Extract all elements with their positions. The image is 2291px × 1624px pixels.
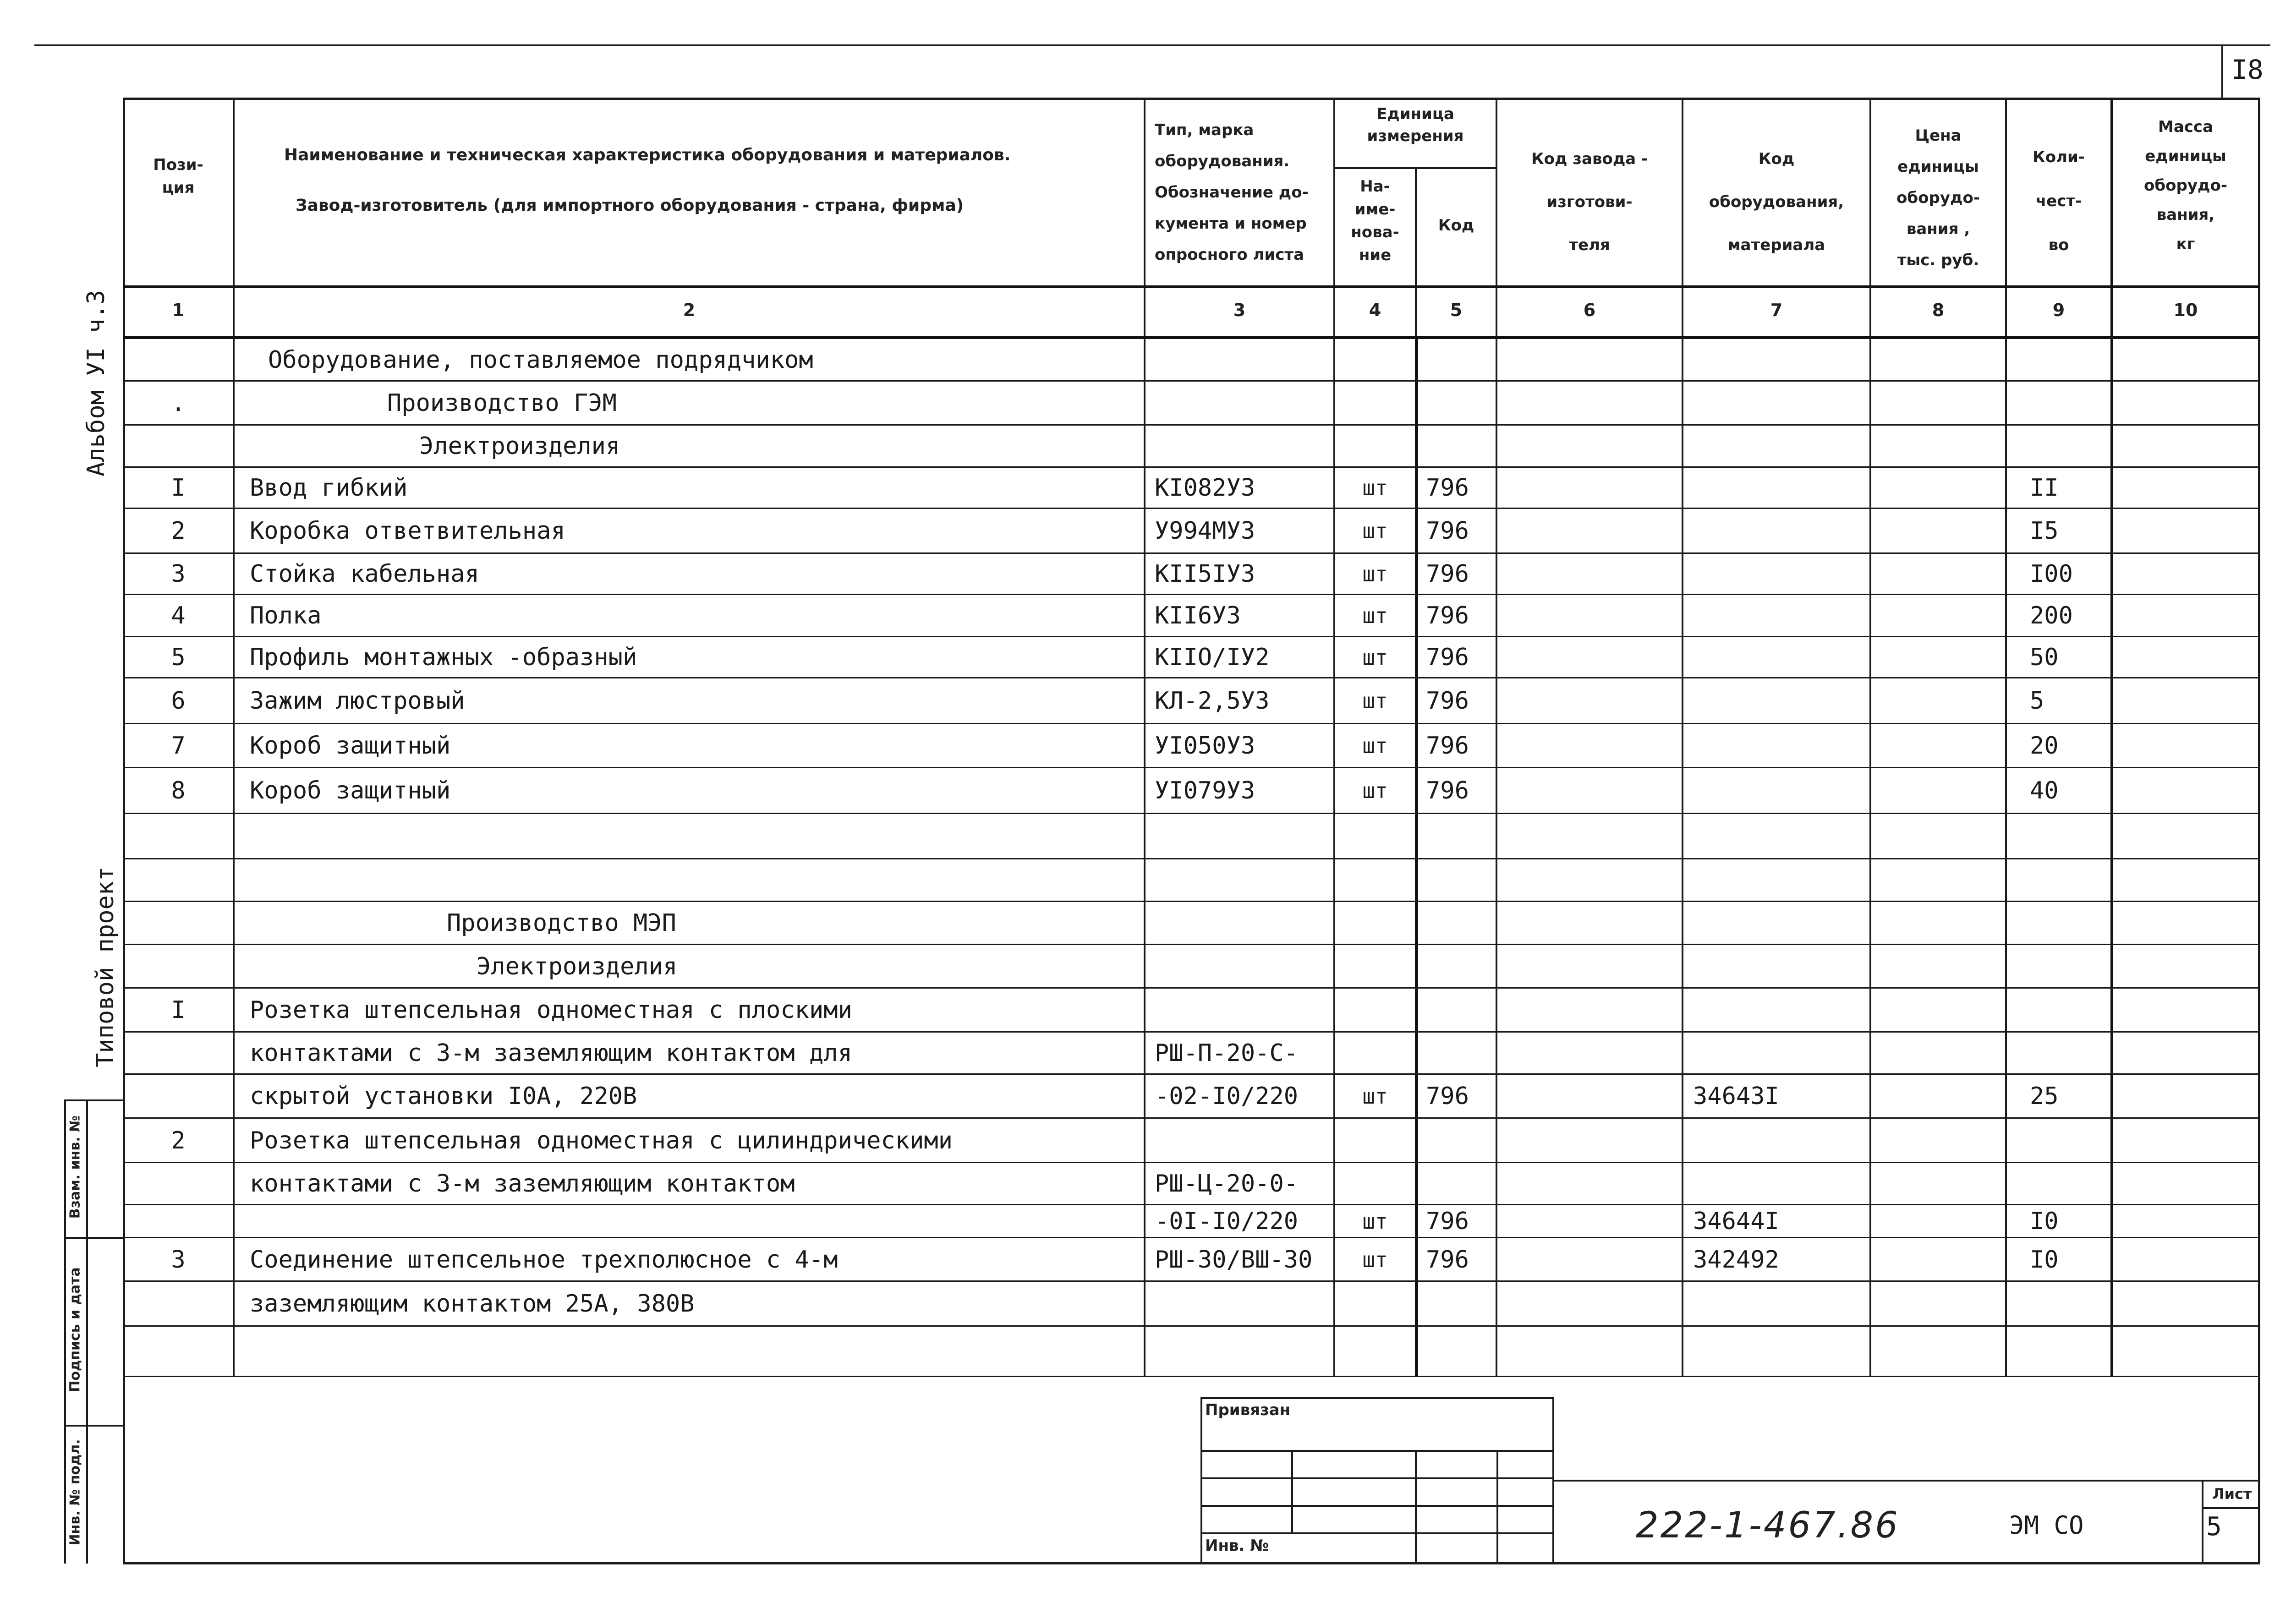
hdr-units-l2: измерения xyxy=(1367,127,1464,145)
hdr-col4-l4: ние xyxy=(1359,246,1392,264)
tb-col-1 xyxy=(1291,1450,1293,1532)
col-line-9 xyxy=(2005,98,2007,1376)
cell-type: РШ-П-20-С- xyxy=(1155,1039,1299,1067)
cell-name: Зажим люстровый xyxy=(250,687,465,715)
cell-unit-code: 796 xyxy=(1426,687,1469,715)
cell-unit-code: 796 xyxy=(1426,560,1469,588)
hdr-col8 xyxy=(1871,120,2005,276)
cell-quantity: I0 xyxy=(2030,1246,2059,1274)
col-line-5 xyxy=(1415,337,1418,1376)
tb-col-3 xyxy=(1496,1450,1498,1563)
row-divider xyxy=(123,944,2260,945)
hdr-col2-line2: Завод-изготовитель (для импортного оборудования - страна, фирма) xyxy=(296,196,964,215)
cell-type: У994МУЗ xyxy=(1155,517,1255,545)
hdr-col10-l3: оборудо- xyxy=(2144,176,2227,195)
hdr-col8-l4: вания , xyxy=(1906,220,1970,238)
cell-material-code: 34643I xyxy=(1693,1083,1779,1110)
hdr-col8-l5: тыс. руб. xyxy=(1897,251,1979,269)
cell-unit-name: шт xyxy=(1362,1209,1388,1234)
cell-quantity: 20 xyxy=(2030,732,2059,760)
sheet-cell-left xyxy=(2202,1480,2203,1563)
stamp-line-3 xyxy=(64,1425,124,1427)
hdr-col6 xyxy=(1497,137,1682,267)
cell-type: КЛ-2,5УЗ xyxy=(1155,687,1270,715)
cell-name: Короб защитный xyxy=(250,777,451,804)
row-divider xyxy=(123,380,2260,382)
hdr-units-l1: Единица xyxy=(1376,105,1454,123)
cell-quantity: 40 xyxy=(2030,777,2059,804)
cell-type: КI082УЗ xyxy=(1155,474,1255,502)
cell-quantity: 25 xyxy=(2030,1083,2059,1110)
side-label-project: Типовой проект xyxy=(92,866,119,1067)
hdr-col6-l3: теля xyxy=(1569,236,1610,254)
cell-unit-name: шт xyxy=(1362,733,1388,758)
hdr-col3-l3: Обозначение до- xyxy=(1155,183,1309,202)
row-divider xyxy=(123,1376,2260,1377)
colnum-7: 7 xyxy=(1770,300,1783,320)
row-divider xyxy=(123,1073,2260,1075)
hdr-col3 xyxy=(1148,115,1338,270)
cell-name: Розетка штепсельная одноместная с цилиндрическими xyxy=(250,1126,953,1154)
hdr-col9 xyxy=(2007,135,2110,267)
colnum-2: 2 xyxy=(683,300,696,320)
hdr-col4 xyxy=(1335,175,1415,267)
row-divider xyxy=(123,987,2260,989)
hdr-col10-l2: единицы xyxy=(2145,147,2226,165)
cell-name: Электроизделия xyxy=(419,432,620,460)
cell-unit-name: шт xyxy=(1362,519,1388,543)
row-divider xyxy=(123,813,2260,814)
hdr-col6-l2: изготови- xyxy=(1546,193,1633,211)
tb-row-3 xyxy=(1200,1505,1553,1507)
stamp-inv-replace: Взам. инв. № xyxy=(67,1115,83,1219)
cell-name: Электроизделия xyxy=(477,952,678,980)
row-divider xyxy=(123,1280,2260,1282)
hdr-col3-l2: оборудования. xyxy=(1155,152,1290,170)
hdr-col7 xyxy=(1683,137,1869,267)
cell-quantity: 200 xyxy=(2030,602,2073,629)
colnum-3: 3 xyxy=(1233,300,1246,320)
units-group-line xyxy=(1333,167,1496,169)
hdr-col10-l5: кг xyxy=(2176,235,2195,253)
cell-type: -02-I0/220 xyxy=(1155,1083,1299,1110)
hdr-col9-l2: чест- xyxy=(2035,192,2082,210)
col-line-7 xyxy=(1682,98,1683,1376)
cell-type: КII5IУЗ xyxy=(1155,560,1255,588)
row-divider xyxy=(123,1162,2260,1163)
number-row-bottom xyxy=(123,336,2260,339)
cell-position: 3 xyxy=(171,1246,186,1274)
hdr-col3-l4: кумента и номер xyxy=(1155,214,1307,233)
cell-type: КII6УЗ xyxy=(1155,602,1241,629)
hdr-col7-l3: материала xyxy=(1727,236,1825,254)
cell-position: I xyxy=(171,474,186,502)
cell-type: РШ-Ц-20-0- xyxy=(1155,1170,1299,1197)
colnum-10: 10 xyxy=(2173,300,2198,320)
stamp-inv-orig: Инв. № подл. xyxy=(67,1439,83,1546)
row-divider xyxy=(123,508,2260,509)
cell-unit-name: шт xyxy=(1362,1247,1388,1272)
cell-unit-code: 796 xyxy=(1426,517,1469,545)
hdr-col4-l1: На- xyxy=(1360,177,1390,196)
colnum-6: 6 xyxy=(1583,300,1596,320)
cell-unit-code: 796 xyxy=(1426,644,1469,671)
stamp-sign-date: Подпись и дата xyxy=(67,1267,83,1392)
frame-right xyxy=(2258,98,2260,1564)
row-divider xyxy=(123,1204,2260,1205)
cell-position: 4 xyxy=(171,602,186,629)
cell-name: Ввод гибкий xyxy=(250,474,408,502)
cell-quantity: 50 xyxy=(2030,644,2059,671)
row-divider xyxy=(123,677,2260,678)
doc-line xyxy=(1552,1480,2260,1482)
cell-unit-code: 796 xyxy=(1426,1246,1469,1274)
cell-type: УI079УЗ xyxy=(1155,777,1255,804)
hdr-col10-l1: Масса xyxy=(2158,118,2214,136)
hdr-col9-l1: Коли- xyxy=(2033,148,2085,166)
cell-position: I xyxy=(171,996,186,1024)
sheet-top-line xyxy=(34,44,2270,46)
cell-unit-code: 796 xyxy=(1426,732,1469,760)
hdr-col4-l3: нова- xyxy=(1351,223,1399,241)
cell-name: Полка xyxy=(250,602,322,629)
sheet-number: 5 xyxy=(2206,1512,2222,1542)
cell-type: КIIО/IУ2 xyxy=(1155,644,1270,671)
cell-position: 3 xyxy=(171,560,186,588)
frame-bottom xyxy=(123,1562,2260,1564)
hdr-col8-l2: единицы xyxy=(1897,158,1979,176)
cell-name: Оборудование, поставляемое подрядчиком xyxy=(268,346,813,374)
stamp-line-1 xyxy=(64,1099,124,1101)
stamp-strip-inner xyxy=(86,1099,88,1564)
row-divider xyxy=(123,1325,2260,1327)
colnum-9: 9 xyxy=(2052,300,2065,320)
cell-name: контактами с З-м заземляющим контактом xyxy=(250,1170,795,1197)
cell-material-code: 34644I xyxy=(1693,1208,1779,1235)
stamp-line-2 xyxy=(64,1237,124,1239)
cell-quantity: I0 xyxy=(2030,1208,2059,1235)
hdr-col1-l1: Пози- xyxy=(153,156,203,174)
hdr-col3-l5: опросного листа xyxy=(1155,246,1304,264)
row-divider xyxy=(123,466,2260,468)
cell-type: УI050УЗ xyxy=(1155,732,1255,760)
col-line-2 xyxy=(1144,98,1146,1376)
colnum-4: 4 xyxy=(1369,300,1381,320)
tb-row-1 xyxy=(1200,1450,1553,1452)
cell-material-code: 342492 xyxy=(1693,1246,1779,1274)
row-divider xyxy=(123,424,2260,426)
cell-name: Производство МЭП xyxy=(447,909,676,937)
cell-name: Производство ГЭМ xyxy=(387,389,617,417)
cell-quantity: I5 xyxy=(2030,517,2059,545)
cell-position: 2 xyxy=(171,517,186,545)
hdr-col3-l1: Тип, марка xyxy=(1155,121,1254,139)
hdr-col2-line1: Наименование и техническая характеристика оборудования и материалов. xyxy=(284,146,1011,164)
col-line-1 xyxy=(233,98,235,1376)
corner-box-left xyxy=(2221,44,2223,98)
tb-privyazan: Привязан xyxy=(1205,1401,1291,1419)
row-divider xyxy=(123,1237,2260,1238)
cell-unit-name: шт xyxy=(1362,1084,1388,1109)
stamp-strip-outer xyxy=(64,1099,66,1564)
hdr-col8-l3: оборудо- xyxy=(1896,189,1980,207)
hdr-col6-l1: Код завода - xyxy=(1531,150,1648,168)
cell-type: РШ-30/ВШ-30 xyxy=(1155,1246,1313,1274)
row-divider xyxy=(123,901,2260,902)
cell-quantity: I00 xyxy=(2030,560,2073,588)
hdr-col8-l1: Цена xyxy=(1915,126,1962,145)
col-line-6 xyxy=(1496,98,1497,1376)
cell-position: . xyxy=(171,389,186,417)
cell-unit-code: 796 xyxy=(1426,602,1469,629)
row-divider xyxy=(123,594,2260,595)
tb-row-4 xyxy=(1200,1532,1553,1534)
tb-top xyxy=(1200,1397,1553,1399)
colnum-8: 8 xyxy=(1932,300,1945,320)
cell-name: Профиль монтажных -образный xyxy=(250,644,637,671)
cell-unit-name: шт xyxy=(1362,645,1388,670)
colnum-5: 5 xyxy=(1450,300,1463,320)
cell-unit-name: шт xyxy=(1362,476,1388,500)
cell-quantity: 5 xyxy=(2030,687,2044,715)
cell-name: контактами с З-м заземляющим контактом для xyxy=(250,1039,852,1067)
cell-unit-name: шт xyxy=(1362,603,1388,628)
cell-unit-code: 796 xyxy=(1426,1083,1469,1110)
cell-position: 8 xyxy=(171,777,186,804)
frame-top xyxy=(123,98,2260,100)
row-divider xyxy=(123,552,2260,554)
tb-row-2 xyxy=(1200,1477,1553,1479)
cell-unit-name: шт xyxy=(1362,689,1388,713)
cell-position: 7 xyxy=(171,732,186,760)
hdr-col4-l2: име- xyxy=(1354,200,1396,219)
cell-name: скрытой установки I0А, 220В xyxy=(250,1083,637,1110)
hdr-col7-l1: Код xyxy=(1758,150,1795,168)
row-divider xyxy=(123,1117,2260,1119)
row-divider xyxy=(123,636,2260,637)
cell-name: Соединение штепсельное трехполюсное с 4-м xyxy=(250,1246,838,1274)
sheet-cell-mid xyxy=(2202,1507,2260,1509)
sheet-label: Лист xyxy=(2212,1485,2252,1503)
header-bottom xyxy=(123,285,2260,288)
cell-name: Стойка кабельная xyxy=(250,560,479,588)
tb-left xyxy=(1200,1397,1202,1563)
cell-name: Короб защитный xyxy=(250,732,451,760)
hdr-col9-l3: во xyxy=(2048,236,2069,254)
cell-name: Розетка штепсельная одноместная с плоскими xyxy=(250,996,852,1024)
col-line-8 xyxy=(1869,98,1871,1376)
cell-unit-code: 796 xyxy=(1426,777,1469,804)
hdr-col10-l4: вания, xyxy=(2156,206,2215,224)
cell-unit-name: шт xyxy=(1362,562,1388,586)
cell-unit-code: 796 xyxy=(1426,1208,1469,1235)
hdr-col1 xyxy=(124,151,233,202)
doc-number: 222-1-467.86 xyxy=(1636,1505,1900,1546)
row-divider xyxy=(123,767,2260,768)
tb-inv-no: Инв. № xyxy=(1205,1537,1269,1555)
cell-type: -0I-I0/220 xyxy=(1155,1208,1299,1235)
cell-name: заземляющим контактом 25А, 380В xyxy=(250,1290,695,1318)
cell-unit-name: шт xyxy=(1362,778,1388,803)
colnum-1: 1 xyxy=(172,300,185,320)
doc-code: ЭМ СО xyxy=(2009,1511,2084,1540)
side-label-album: Альбом УI ч.3 xyxy=(82,290,110,476)
cell-position: 6 xyxy=(171,687,186,715)
hdr-col5: Код xyxy=(1438,216,1474,235)
tb-col-2 xyxy=(1415,1450,1417,1563)
hdr-units-group xyxy=(1335,103,1496,147)
cell-unit-code: 796 xyxy=(1426,474,1469,502)
hdr-col1-l2: ция xyxy=(162,179,195,197)
hdr-col10 xyxy=(2113,112,2258,259)
row-divider xyxy=(123,1031,2260,1033)
row-divider xyxy=(123,858,2260,859)
cell-position: 5 xyxy=(171,644,186,671)
sheet-corner-number: I8 xyxy=(2231,54,2264,85)
row-divider xyxy=(123,723,2260,724)
cell-quantity: II xyxy=(2030,474,2059,502)
cell-position: 2 xyxy=(171,1126,186,1154)
hdr-col7-l2: оборудования, xyxy=(1709,193,1844,211)
col-line-10 xyxy=(2110,98,2113,1376)
cell-name: Коробка ответвительная xyxy=(250,517,565,545)
